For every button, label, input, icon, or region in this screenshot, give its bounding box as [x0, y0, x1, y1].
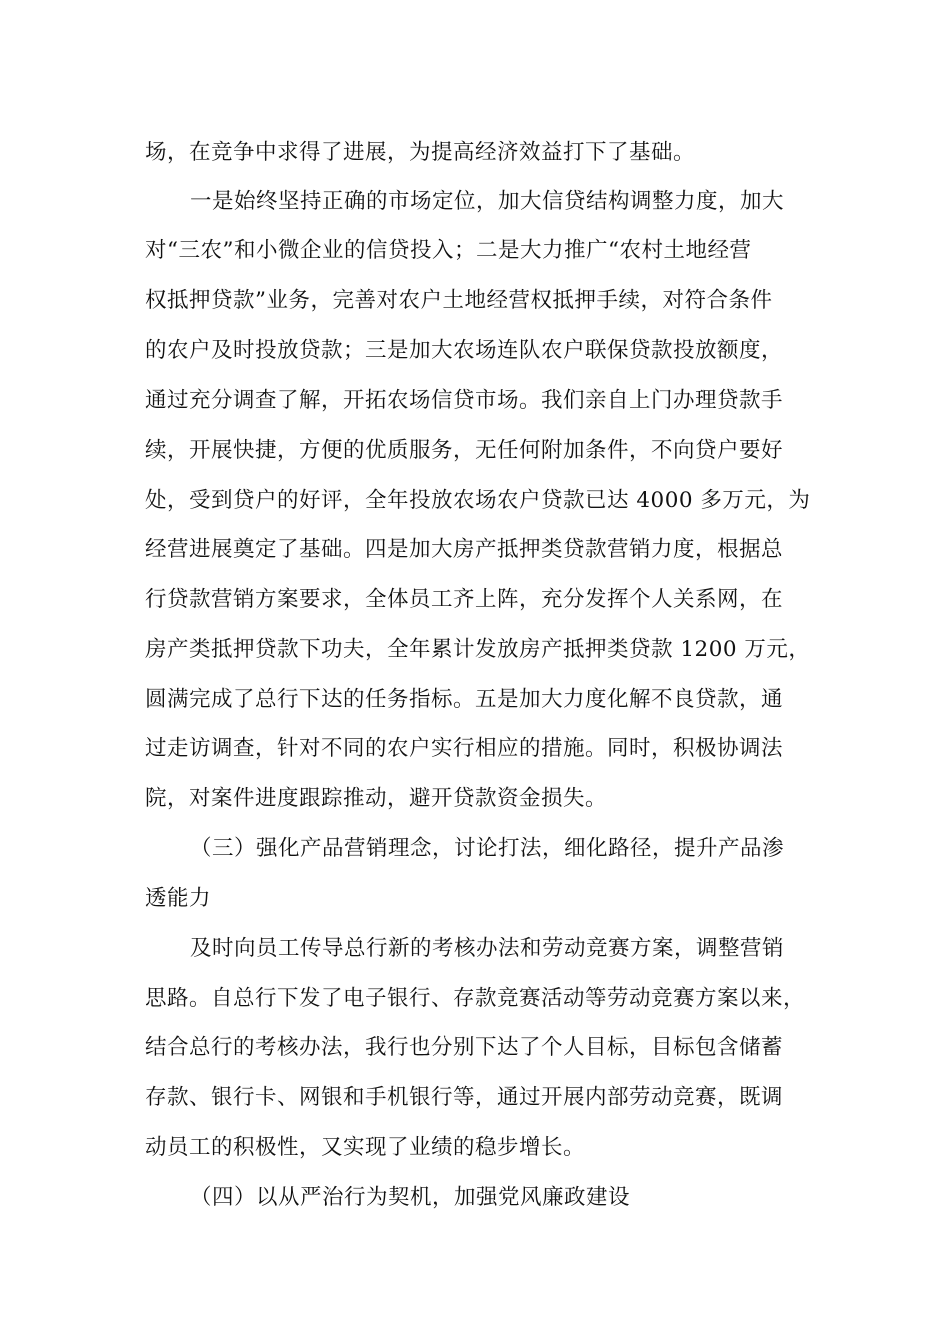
text-line: 及时向员工传导总行新的考核办法和劳动竞赛方案，调整营销 — [190, 936, 785, 961]
text-line: 处，受到贷户的好评，全年投放农场农户贷款已达 4000 多万元，为 — [145, 488, 811, 513]
text-line: 存款、银行卡、网银和手机银行等，通过开展内部劳动竞赛，既调 — [145, 1085, 784, 1110]
section-heading-continuation: 透能力 — [145, 886, 212, 911]
text-line: 思路。自总行下发了电子银行、存款竞赛活动等劳动竞赛方案以来， — [145, 986, 806, 1011]
text-line: 对“三农”和小微企业的信贷投入；二是大力推广“农村土地经营 — [145, 238, 752, 263]
text-line: 行贷款营销方案要求，全体员工齐上阵，充分发挥个人关系网，在 — [145, 587, 784, 612]
text-line: 一是始终坚持正确的市场定位，加大信贷结构调整力度，加大 — [190, 189, 785, 214]
text-line: 通过充分调查了解，开拓农场信贷市场。我们亲自上门办理贷款手 — [145, 388, 784, 413]
text-line: 权抵押贷款”业务，完善对农户土地经营权抵押手续，对符合条件 — [145, 288, 773, 313]
text-line: 动员工的积极性，又实现了业绩的稳步增长。 — [145, 1135, 586, 1160]
text-line: 院，对案件进度跟踪推动，避开贷款资金损失。 — [145, 786, 608, 811]
section-heading: （三）强化产品营销理念，讨论打法，细化路径，提升产品渗 — [190, 836, 785, 861]
text-line: 圆满完成了总行下达的任务指标。五是加大力度化解不良贷款，通 — [145, 687, 784, 712]
text-line: 续，开展快捷，方便的优质服务，无任何附加条件，不向贷户要好 — [145, 438, 784, 463]
text-line: 结合总行的考核办法，我行也分别下达了个人目标，目标包含储蓄 — [145, 1035, 784, 1060]
text-line: 过走访调查，针对不同的农户实行相应的措施。同时，积极协调法 — [145, 736, 784, 761]
text-line: 经营进展奠定了基础。四是加大房产抵押类贷款营销力度，根据总 — [145, 537, 784, 562]
text-line: 房产类抵押贷款下功夫，全年累计发放房产抵押类贷款 1200 万元， — [145, 637, 811, 662]
text-line: 的农户及时投放贷款；三是加大农场连队农户联保贷款投放额度， — [145, 338, 784, 363]
text-line: 场，在竞争中求得了进展，为提高经济效益打下了基础。 — [145, 140, 696, 165]
section-heading: （四）以从严治行为契机，加强党风廉政建设 — [190, 1185, 631, 1210]
